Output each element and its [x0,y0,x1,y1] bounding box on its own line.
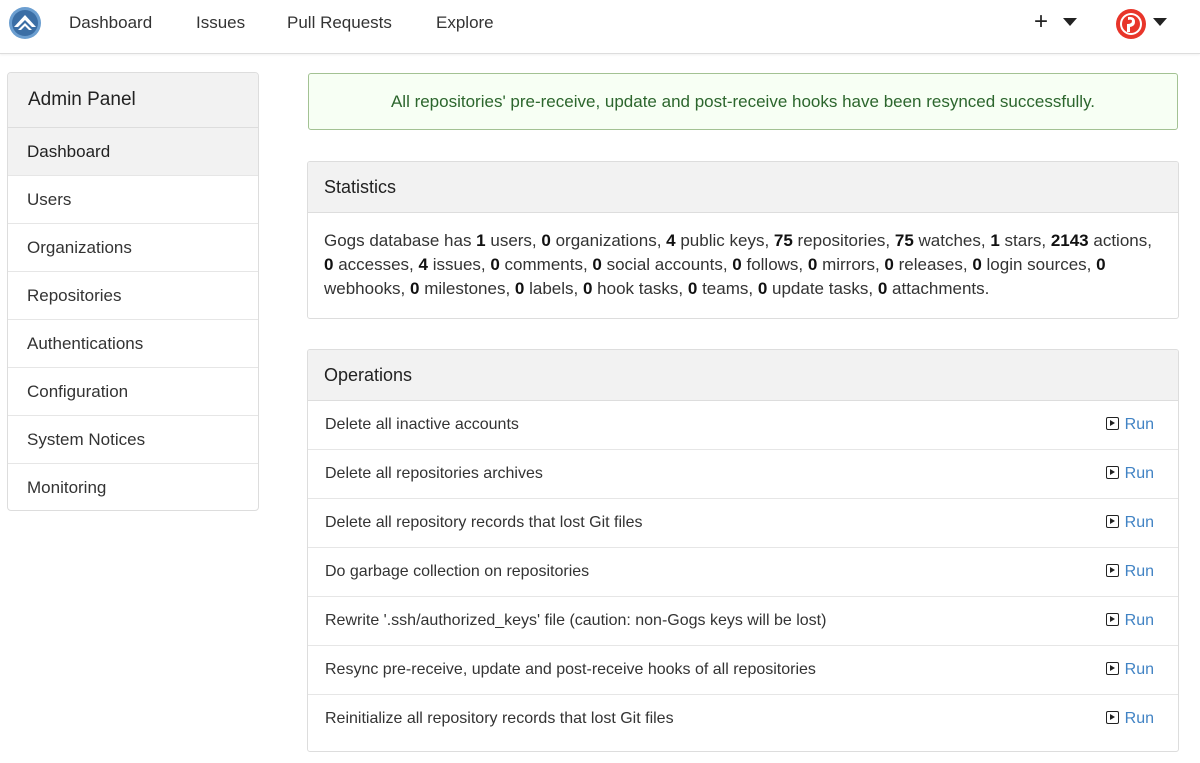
stat-label: webhooks, [324,279,410,298]
success-flash-message: All repositories' pre-receive, update and post-receive hooks have been resynced successfully. [308,73,1178,130]
avatar[interactable] [1115,8,1147,40]
play-icon [1106,417,1119,430]
stat-label: releases, [893,255,973,274]
run-label: Run [1124,416,1154,433]
stat-label: users, [485,231,542,250]
stat-label: comments, [499,255,593,274]
stat-count: 0 [1096,255,1106,274]
stat-count: 0 [972,255,982,274]
gogs-logo-icon[interactable] [8,6,42,40]
create-dropdown-caret-icon[interactable] [1063,18,1077,26]
run-button[interactable] [1106,646,1154,694]
operation-row [308,597,1178,646]
nav-dashboard[interactable]: Dashboard [69,13,153,32]
operation-row [308,695,1178,743]
stat-count: 2143 [1050,231,1089,250]
stat-count: 1 [476,231,486,250]
play-icon [1106,613,1119,626]
play-icon [1106,515,1119,528]
stat-label: update tasks, [767,279,878,298]
operation-label: Rewrite '.ssh/authorized_keys' file (caution: non-Gogs keys will be lost) [325,612,827,629]
stat-label: login sources, [981,255,1097,274]
stat-label: follows, [741,255,808,274]
stat-label: hook tasks, [592,279,688,298]
statistics-panel [307,161,1179,319]
sidebar-item-configuration[interactable]: Configuration [8,368,258,416]
stat-count: 0 [757,279,768,298]
top-navbar [0,0,1200,54]
stat-count: 0 [582,279,593,298]
stat-label: attachments. [887,279,990,298]
stat-label: social accounts, [601,255,733,274]
run-label: Run [1124,465,1154,482]
sidebar-title: Admin Panel [8,73,258,128]
stat-label: issues, [427,255,491,274]
stat-label: accesses, [333,255,419,274]
operation-row [308,646,1178,695]
stat-count: 0 [592,255,602,274]
stat-label: watches, [913,231,991,250]
stat-count: 0 [514,279,525,298]
statistics-text [308,213,1178,301]
play-icon [1106,564,1119,577]
nav-explore[interactable]: Explore [436,13,494,32]
operation-label: Resync pre-receive, update and post-receive hooks of all repositories [325,661,816,678]
user-dropdown-caret-icon[interactable] [1153,18,1167,26]
stat-count: 0 [410,279,420,298]
run-button[interactable] [1106,548,1154,596]
sidebar-item-users[interactable]: Users [8,176,258,224]
sidebar-item-repositories[interactable]: Repositories [8,272,258,320]
admin-sidebar [7,72,259,511]
stat-label: labels, [524,279,583,298]
run-button[interactable] [1106,401,1154,449]
stat-label: milestones, [419,279,515,298]
operation-row [308,499,1178,548]
stat-count: 0 [541,231,551,250]
operation-label: Reinitialize all repository records that lost Git files [325,710,674,727]
stat-count: 0 [807,255,818,274]
stat-label: stars, [999,231,1051,250]
sidebar-item-organizations[interactable]: Organizations [8,224,258,272]
run-label: Run [1124,612,1154,629]
statistics-prefix: Gogs database has [324,231,477,250]
play-icon [1106,662,1119,675]
run-button[interactable] [1106,450,1154,498]
stat-count: 0 [877,279,888,298]
stat-count: 1 [990,231,1000,250]
operation-label: Delete all repository records that lost Git files [325,514,643,531]
stat-count: 75 [894,231,914,250]
sidebar-item-authentications[interactable]: Authentications [8,320,258,368]
run-label: Run [1124,710,1154,727]
run-label: Run [1124,661,1154,678]
operation-row [308,401,1178,450]
stat-label: public keys, [675,231,774,250]
stat-count: 0 [732,255,742,274]
stat-count: 75 [773,231,793,250]
nav-issues[interactable]: Issues [196,13,246,32]
run-button[interactable] [1106,499,1154,547]
run-button[interactable] [1106,597,1154,645]
sidebar-item-system-notices[interactable]: System Notices [8,416,258,464]
stat-label: organizations, [550,231,667,250]
play-icon [1106,711,1119,724]
operation-row [308,548,1178,597]
operation-label: Delete all inactive accounts [325,416,519,433]
operations-list [308,401,1178,743]
operations-panel [307,349,1179,752]
run-label: Run [1124,514,1154,531]
stat-count: 0 [687,279,698,298]
stat-count: 4 [666,231,676,250]
stat-label: teams, [697,279,758,298]
stat-count: 0 [884,255,894,274]
operations-title: Operations [308,350,1178,401]
stat-count: 0 [324,255,334,274]
sidebar-item-monitoring[interactable]: Monitoring [27,478,107,497]
operation-label: Delete all repositories archives [325,465,543,482]
play-icon [1106,466,1119,479]
plus-icon[interactable]: + [1033,8,1048,35]
stat-label: actions, [1088,231,1152,250]
run-button[interactable] [1106,695,1154,743]
stat-count: 0 [490,255,500,274]
operation-row [308,450,1178,499]
nav-pull-requests[interactable]: Pull Requests [287,13,392,32]
operation-label: Do garbage collection on repositories [325,563,590,580]
stat-label: repositories, [792,231,895,250]
sidebar-item-dashboard[interactable]: Dashboard [8,128,258,176]
stat-label: mirrors, [817,255,885,274]
run-label: Run [1124,563,1154,580]
stat-count: 4 [418,255,428,274]
statistics-title: Statistics [308,162,1178,213]
